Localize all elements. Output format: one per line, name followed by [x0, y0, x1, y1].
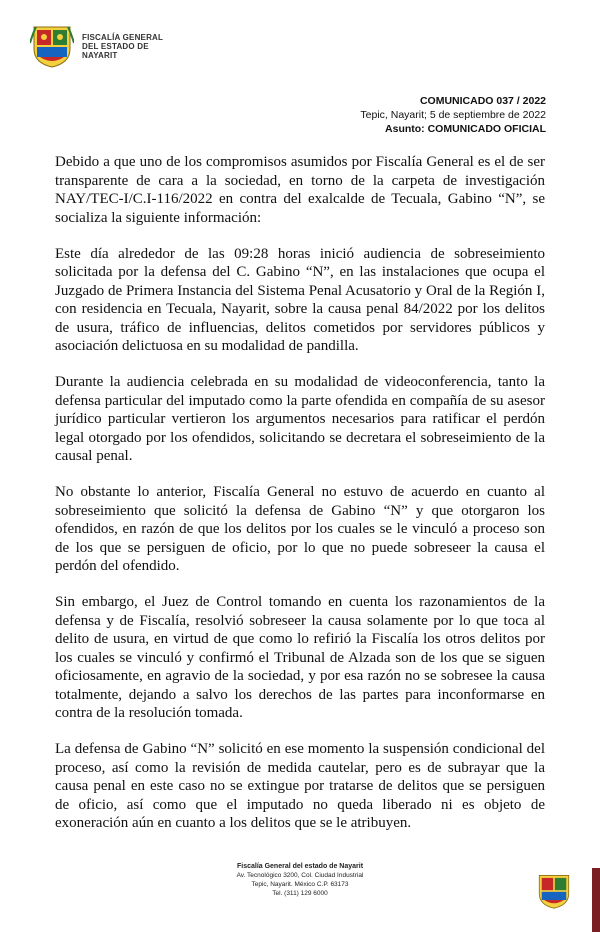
paragraph-1: Debido a que uno de los compromisos asumidos por Fiscalía General es el de ser transparente de cara a la sociedad, en torno de la carpeta de investigación NAY/TEC-I/C.I-116/2022 en contra del exalcalde de Tecuala, Gabino “N”, se socializa la siguiente información: [55, 154, 545, 226]
footer [0, 862, 600, 898]
paragraph-2: Este día alrededor de las 09:28 horas inició audiencia de sobreseimiento solicitada por la defensa del C. Gabino “N”, en las instalaciones que ocupa el Juzgado de Primera Instancia del Sistema Penal Acusatorio y Oral de la Región I, con residencia en Tecuala, Nayarit, sobre la causa penal 84/2022 por los delitos de usura, tráfico de influencias, delitos cometidos por servidores públicos y asociación delictuosa en su modalidad de pandilla. [55, 245, 545, 354]
footer-accent-bar [592, 868, 600, 932]
paragraph-3: Durante la audiencia celebrada en su modalidad de videoconferencia, tanto la defensa particular del imputado como la parte ofendida en compañía de su asesor jurídico particular vertieron los argumentos necesarios para ratificar el perdón legal otorgado por los ofendidos, solicitando se decretara el sobreseimiento de la causal penal. [55, 374, 545, 464]
place-date: Tepic, Nayarit; 5 de septiembre de 2022 [360, 109, 546, 121]
paragraph-4: No obstante lo anterior, Fiscalía General no estuvo de acuerdo en cuanto al sobreseimiento que solicitó la defensa de Gabino “N” y que otorgaron los ofendidos, en razón de que los delitos por los cuales se le vinculó a proceso son de los que se persiguen de oficio, por lo que no puede sobreseer la causa el perdón del ofendido. [55, 484, 545, 574]
org-line-1: FISCALÍA GENERAL [82, 32, 164, 42]
header [30, 22, 163, 70]
footer-name: Fiscalía General del estado de Nayarit [236, 863, 364, 870]
document-body [55, 153, 545, 850]
state-crest-logo [30, 23, 74, 69]
footer-address-2: Tepic, Nayarit. México C.P. 63173 [251, 881, 349, 888]
paragraph-5: Sin embargo, el Juez de Control tomando en cuenta los razonamientos de la defensa y de Fiscalía, resolvió sobreseer la causa solamente por lo que toca al delito de usura, en virtud de que como lo refirió la Fiscalía los otros delitos por los cuales se vinculó y confirmó el Tribunal de Alzada son de los que se siguen oficiosamente, en agravio de la sociedad, y por esa razón no se sobresee la causa totalmente, dejando a salvo los derechos de las partes para inconformarse en contra de la resolución tomada. [55, 594, 545, 721]
footer-phone: Tel. (311) 129 6000 [272, 890, 328, 897]
paragraph-6: La defensa de Gabino “N” solicitó en ese momento la suspensión condicional del proceso, así como la revisión de medida cautelar, pero es de subrayar que la causa penal en este caso no se extingue por tratarse de delitos que se persiguen de oficio, así como que el imputado no queda liberado ni es objeto de exoneración aún en cuanto a los delitos que se le atribuyen. [55, 741, 545, 831]
footer-crest-logo [536, 872, 572, 910]
subject-line: Asunto: COMUNICADO OFICIAL [385, 123, 546, 135]
document-meta [360, 94, 546, 136]
org-line-2: DEL ESTADO DE [82, 41, 149, 51]
communique-number: COMUNICADO 037 / 2022 [419, 95, 546, 107]
org-line-3: NAYARIT [82, 50, 118, 60]
organization-name [82, 33, 163, 60]
footer-address-1: Av. Tecnológico 3200, Col. Ciudad Industrial [236, 872, 364, 879]
